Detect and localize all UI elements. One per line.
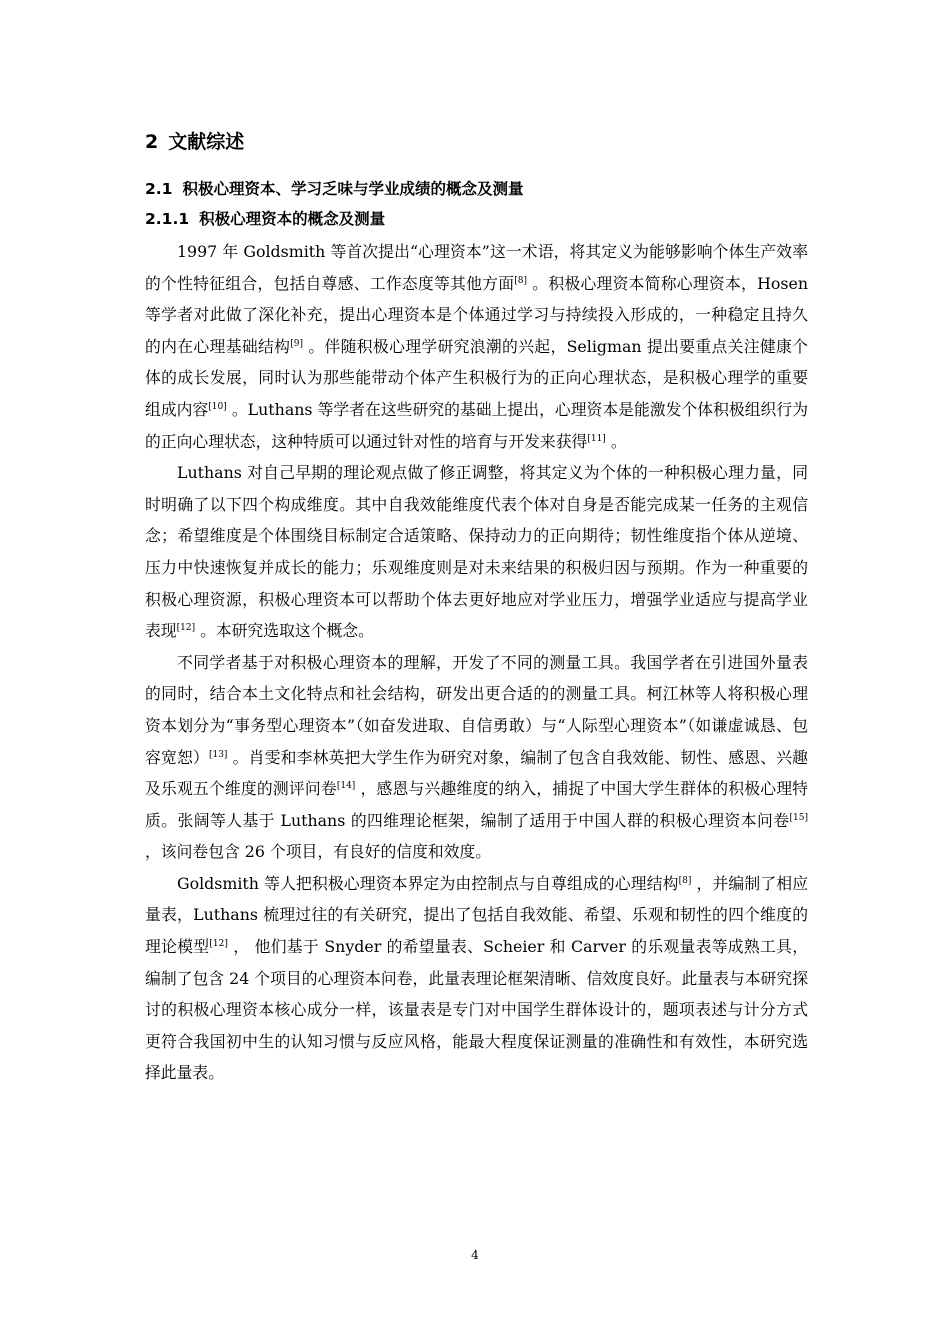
section-number: 2 <box>145 131 159 153</box>
paragraph-text: 。本研究选取这个概念。 <box>195 621 374 641</box>
section-heading <box>145 128 808 156</box>
citation-ref: [12] <box>176 623 196 634</box>
citation-ref: [8] <box>514 275 528 286</box>
paragraph-text: 。肖雯和李林英把大学生作为研究对象，编制了包含自我效能、韧性、感恩、兴趣及乐观五个维度的测评问卷 <box>145 747 808 799</box>
paragraph-text: 。伴随积极心理学研究浪潮的兴起，Seligman 提出要重点关注健康个体的成长发展，同时认为那些能带动个体产生积极行为的正向心理状态，是积极心理学的重要组成内容 <box>145 336 808 419</box>
paragraph-text: Goldsmith 等人把积极心理资本界定为由控制点与自尊组成的心理结构 <box>177 873 679 893</box>
paragraph-text: 1997 年 Goldsmith 等首次提出“心理资本”这一术语，将其定义为能够影响个体生产效率的个性特征组合，包括自尊感、工作态度等其他方面 <box>145 242 808 293</box>
paragraph-text: ，感恩与兴趣维度的纳入，捕捉了中国大学生群体的积极心理特质。张阔等人基于 Luthans 的四维理论框架，编制了适用于中国人群的积极心理资本问卷 <box>145 779 808 830</box>
subsection-title: 积极心理资本、学习乏味与学业成绩的概念及测量 <box>182 180 524 198</box>
page-content <box>145 128 808 1089</box>
citation-ref: [9] <box>290 338 304 349</box>
citation-ref: [13] <box>208 749 228 760</box>
section-title: 文献综述 <box>168 131 245 153</box>
subsection-number: 2.1 <box>145 180 173 198</box>
subsubsection-title: 积极心理资本的概念及测量 <box>199 210 386 228</box>
citation-ref: [11] <box>587 433 606 444</box>
paragraph-text: ， 他们基于 Snyder 的希望量表、Scheier 和 Carver 的乐观量表等成熟工具，编制了包含 24 个项目的心理资本问卷，此量表理论框架清晰、信效度良好。此量表与本研究探讨的积极心理资本核心成分一样，该量表是专门对中国学生群体设计的，题项表述与计分方式更符合我国初中生的认知习惯与反应风格，能最大程度保证测量的准确性和有效性，本研究选择此量表。 <box>145 937 808 1083</box>
body-paragraph <box>145 457 808 647</box>
citation-ref: [15] <box>789 812 808 823</box>
paragraph-text: ，该问卷包含 26 个项目，有良好的信度和效度。 <box>145 842 492 862</box>
paragraph-text: ，并编制了相应量表，Luthans 梳理过往的有关研究，提出了包括自我效能、希望、乐观和韧性的四个维度的理论模型 <box>145 873 808 957</box>
citation-ref: [12] <box>209 939 228 950</box>
citation-ref: [14] <box>336 781 356 792</box>
paragraph-text: 。Luthans 等学者在这些研究的基础上提出，心理资本是能激发个体积极组织行为的正向心理状态，这种特质可以通过针对性的培育与开发来获得 <box>145 399 808 451</box>
subsubsection-number: 2.1.1 <box>145 210 190 228</box>
paragraph-text: 。 <box>605 431 627 451</box>
body-paragraph <box>145 236 808 457</box>
citation-ref: [10] <box>208 401 227 412</box>
subsection-heading <box>145 174 808 204</box>
body-paragraph <box>145 647 808 868</box>
subsubsection-heading <box>145 204 808 234</box>
paragraph-text: 。积极心理资本简称心理资本，Hosen 等学者对此做了深化补充，提出心理资本是个体通过学习与持续投入形成的，一种稳定且持久的内在心理基础结构 <box>145 273 808 356</box>
page-number: 4 <box>471 1248 479 1262</box>
paragraph-text: 不同学者基于对积极心理资本的理解，开发了不同的测量工具。我国学者在引进国外量表的同时，结合本土文化特点和社会结构，研发出更合适的的测量工具。柯江林等人将积极心理资本划分为“事务型心理资本”（如奋发进取、自信勇敢）与“人际型心理资本”（如谦虚诚恳、包容宽恕） <box>145 652 808 767</box>
citation-ref: [8] <box>678 875 692 886</box>
paragraph-text: Luthans 对自己早期的理论观点做了修正调整，将其定义为个体的一种积极心理力量，同时明确了以下四个构成维度。其中自我效能维度代表个体对自身是否能完成某一任务的主观信念；希望维度是个体围绕目标制定合适策略、保持动力的正向期待；韧性维度指个体从逆境、压力中快速恢复并成长的能力；乐观维度则是对未来结果的积极归因与预期。作为一种重要的积极心理资源，积极心理资本可以帮助个体去更好地应对学业压力，增强学业适应与提高学业表现 <box>145 463 808 641</box>
body-paragraph <box>145 868 808 1089</box>
body-text <box>145 236 808 1089</box>
